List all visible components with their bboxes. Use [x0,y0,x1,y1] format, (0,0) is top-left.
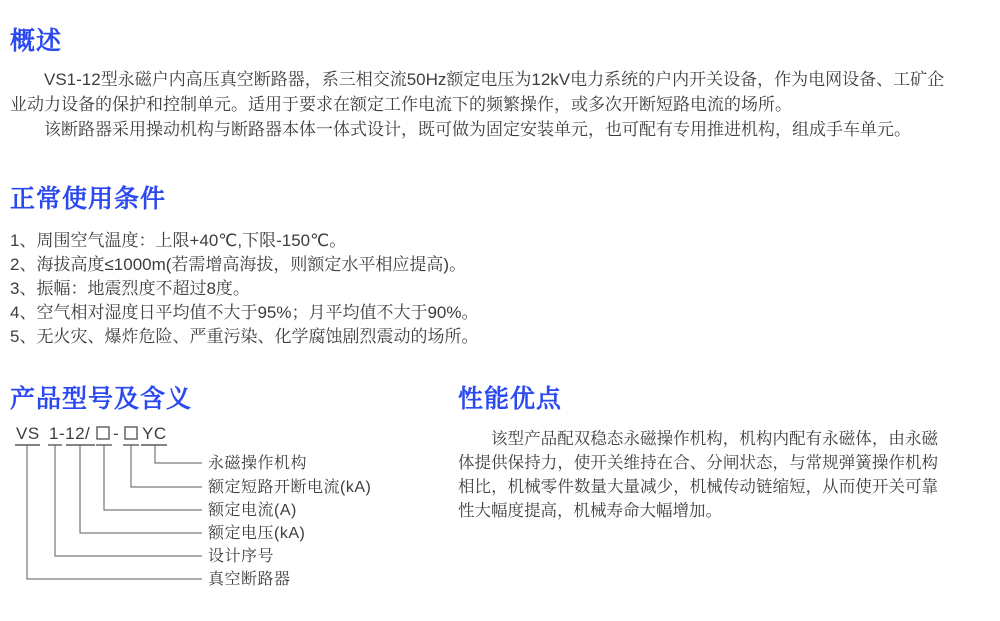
condition-item-5: 5、无火灾、爆炸危险、严重污染、化学腐蚀剧烈震动的场所。 [10,327,479,346]
section-normal-service-conditions [10,184,958,349]
connector-rated-voltage [80,445,202,533]
connector-yc [155,445,202,463]
model-code-mid: 1-12/ [49,424,91,443]
overview-paragraph-1: VS1-12型永磁户内高压真空断路器，系三相交流50Hz额定电压为12kV电力系统的户内开关设备，作为电网设备、工矿企业动力设备的保护和控制单元。适用于要求在额定工作电流下的频繁操作，或多次开断短路电流的场所。 [10,70,945,114]
model-title: 产品型号及含义 [10,385,193,413]
advantages-title: 性能优点 [458,385,563,413]
model-label-rated-current: 额定电流(A) [208,502,297,519]
connector-design-serial [55,445,202,556]
overview-paragraph-2: 该断路器采用操动机构与断路器本体一体式设计，既可做为固定安装单元，也可配有专用推进机构，组成手车单元。 [44,120,911,139]
model-designation-diagram [10,423,440,595]
overview-text [10,67,958,142]
conditions-list [10,229,958,349]
connector-rated-current [104,445,202,510]
section-overview [10,26,958,142]
model-placeholder-box-2 [125,427,137,439]
connector-breaker [27,445,202,579]
condition-item-1: 1、周围空气温度：上限+40℃,下限-150℃。 [10,231,347,250]
section-performance-advantages [458,384,938,523]
connector-breaking-current [131,445,202,487]
advantages-paragraph: 该型产品配双稳态永磁操作机构，机构内配有永磁体，由永磁体提供保持力，使开关维持在合、分闸状态，与常规弹簧操作机构相比，机械零件数量大量减少，机械传动链缩短，从而使开关可靠性大幅度提高，机械寿命大幅增加。 [458,430,938,520]
model-label-pm-mechanism: 永磁操作机构 [208,455,308,472]
model-label-rated-voltage: 额定电压(kA) [208,525,306,542]
section-model-designation [10,384,450,595]
model-label-design-serial: 设计序号 [208,548,275,565]
overview-title: 概述 [10,27,63,55]
model-label-vacuum-breaker: 真空断路器 [208,571,291,588]
model-code-prefix: VS [16,424,40,443]
condition-item-3: 3、振幅：地震烈度不超过8度。 [10,279,250,298]
conditions-title: 正常使用条件 [10,185,167,213]
condition-item-2: 2、海拔高度≤1000m(若需增高海拔，则额定水平相应提高)。 [10,255,467,274]
model-label-breaking-current: 额定短路开断电流(kA) [208,479,372,496]
condition-item-4: 4、空气相对湿度日平均值不大于95%；月平均值不大于90%。 [10,303,479,322]
model-placeholder-box-1 [97,427,109,439]
model-code-suffix: YC [142,424,167,443]
model-code-dash: - [113,424,120,443]
